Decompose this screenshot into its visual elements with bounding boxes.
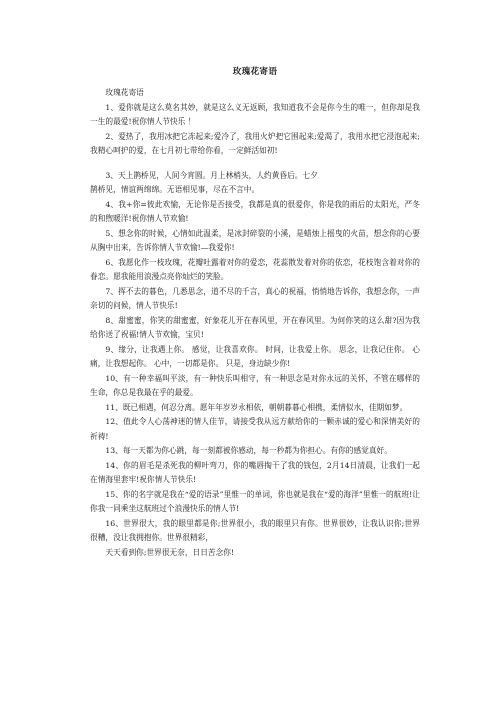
document-subtitle: 玫瑰花寄语	[105, 88, 144, 97]
paragraph-11: 11、既已相遇，何忍分离。愿年年岁岁永相依，朝朝暮暮心相携，柔情似水，佳期如梦。	[105, 402, 408, 412]
document-page	[90, 66, 423, 560]
paragraph-9: 9、缘分，让我遇上你。 感觉，让我喜欢你。 时间，让我爱上你。 思念，让我记住你。 心痛，让我想起你。 心中，一切都是你。 只是，身边缺少你!	[90, 344, 420, 368]
paragraph-12: 12、值此令人心荡神迷的情人佳节，请接受我从远方献给你的一颗赤诚的爱心和深情美好的祈祷!	[90, 417, 420, 441]
paragraph-16: 16、世界很大，我的眼里都是你;世界很小，我的眼里只有你。世界很妙，让我认识你;世界很糟，没让我拥抱你。世界很精彩，	[90, 518, 420, 542]
paragraph-1: 1、爱你就是这么莫名其妙，就是这么义无返顾，我知道我不会是你今生的唯一，但你却是我一生的最爱!祝你情人节快乐 ！	[90, 102, 420, 126]
paragraph-16-continued: 天天看到你;世界很无奈，日日苦念你!	[105, 547, 235, 557]
paragraph-5: 5、想念你的时候，心情如此温柔，是冰封碎裂的小溪，是蜡烛上摇曳的火苗，想念你的心要从胸中出来，告诉你情人节欢愉!—我爱你!	[90, 228, 420, 252]
document-title: 玫瑰花寄语	[232, 67, 278, 77]
paragraph-2: 2、爱热了，我用冰把它冻起来;爱冷了，我用火炉把它围起来;爱渴了，我用水把它浸泡起来; 我精心呵护的爱，在七月初七带给你看，一定鲜活如初!	[90, 131, 423, 155]
paragraph-8: 8、甜蜜蜜，你笑的甜蜜蜜，好象花儿开在春风里，开在春风里。为何你笑的这么甜?因为我给你送了祝福!情人节欢愉，宝贝!	[90, 315, 420, 339]
paragraph-6: 6、我愿化作一枝玫瑰，花瓣吐露着对你的爱恋，花蕊散发着对你的依恋，花枝饱含着对你的眷恋。愿我能用浪漫点亮你灿烂的笑脸。	[90, 257, 420, 281]
paragraph-3-continued: 鹊桥见，情谊两绵绵。无语相见事，尽在不言中。	[90, 185, 260, 194]
paragraph-3: 3、天上鹊桥见，人间今宵圆。月上林梢头，人约黄昏后。七夕	[105, 170, 318, 180]
paragraph-14: 14、你的眉毛是杀死我的柳叶弯刀，你的嘴唇掏干了我的钱包，2月14日清晨，让我们一起在情海里套牢!祝你情人节快乐!	[90, 460, 420, 484]
paragraph-7: 7、挥不去的暮色，几悉思念，道不尽的千言，真心的祝福，悄悄地告诉你，我想念你，一声亲切的问候，情人节快乐!	[90, 286, 420, 310]
document-body	[90, 86, 423, 560]
paragraph-10: 10、有一种幸福叫平淡，有一种快乐叫相守，有一种思念是对你永远的关怀，不管在哪样的生命，你总是我最在乎的最爱。	[90, 373, 420, 397]
paragraph-13: 13、每一天都为你心跳，每一刻都被你感动，每一秒都为你担心。有你的感觉真好。	[105, 446, 392, 455]
paragraph-4: 4、我+你=彼此欢愉，无论你是否接受，我都是真的很爱你，你是我的雨后的太阳光，严冬的和煦暖洋!祝你情人节欢愉!	[90, 199, 420, 223]
paragraph-15: 15、你的名字就是我在“爱的语录”里惟一的单词，你也就是我在“爱的海洋”里惟一的航班!让你我一同乘坐这航班过个浪漫快乐的情人节!	[90, 489, 420, 513]
